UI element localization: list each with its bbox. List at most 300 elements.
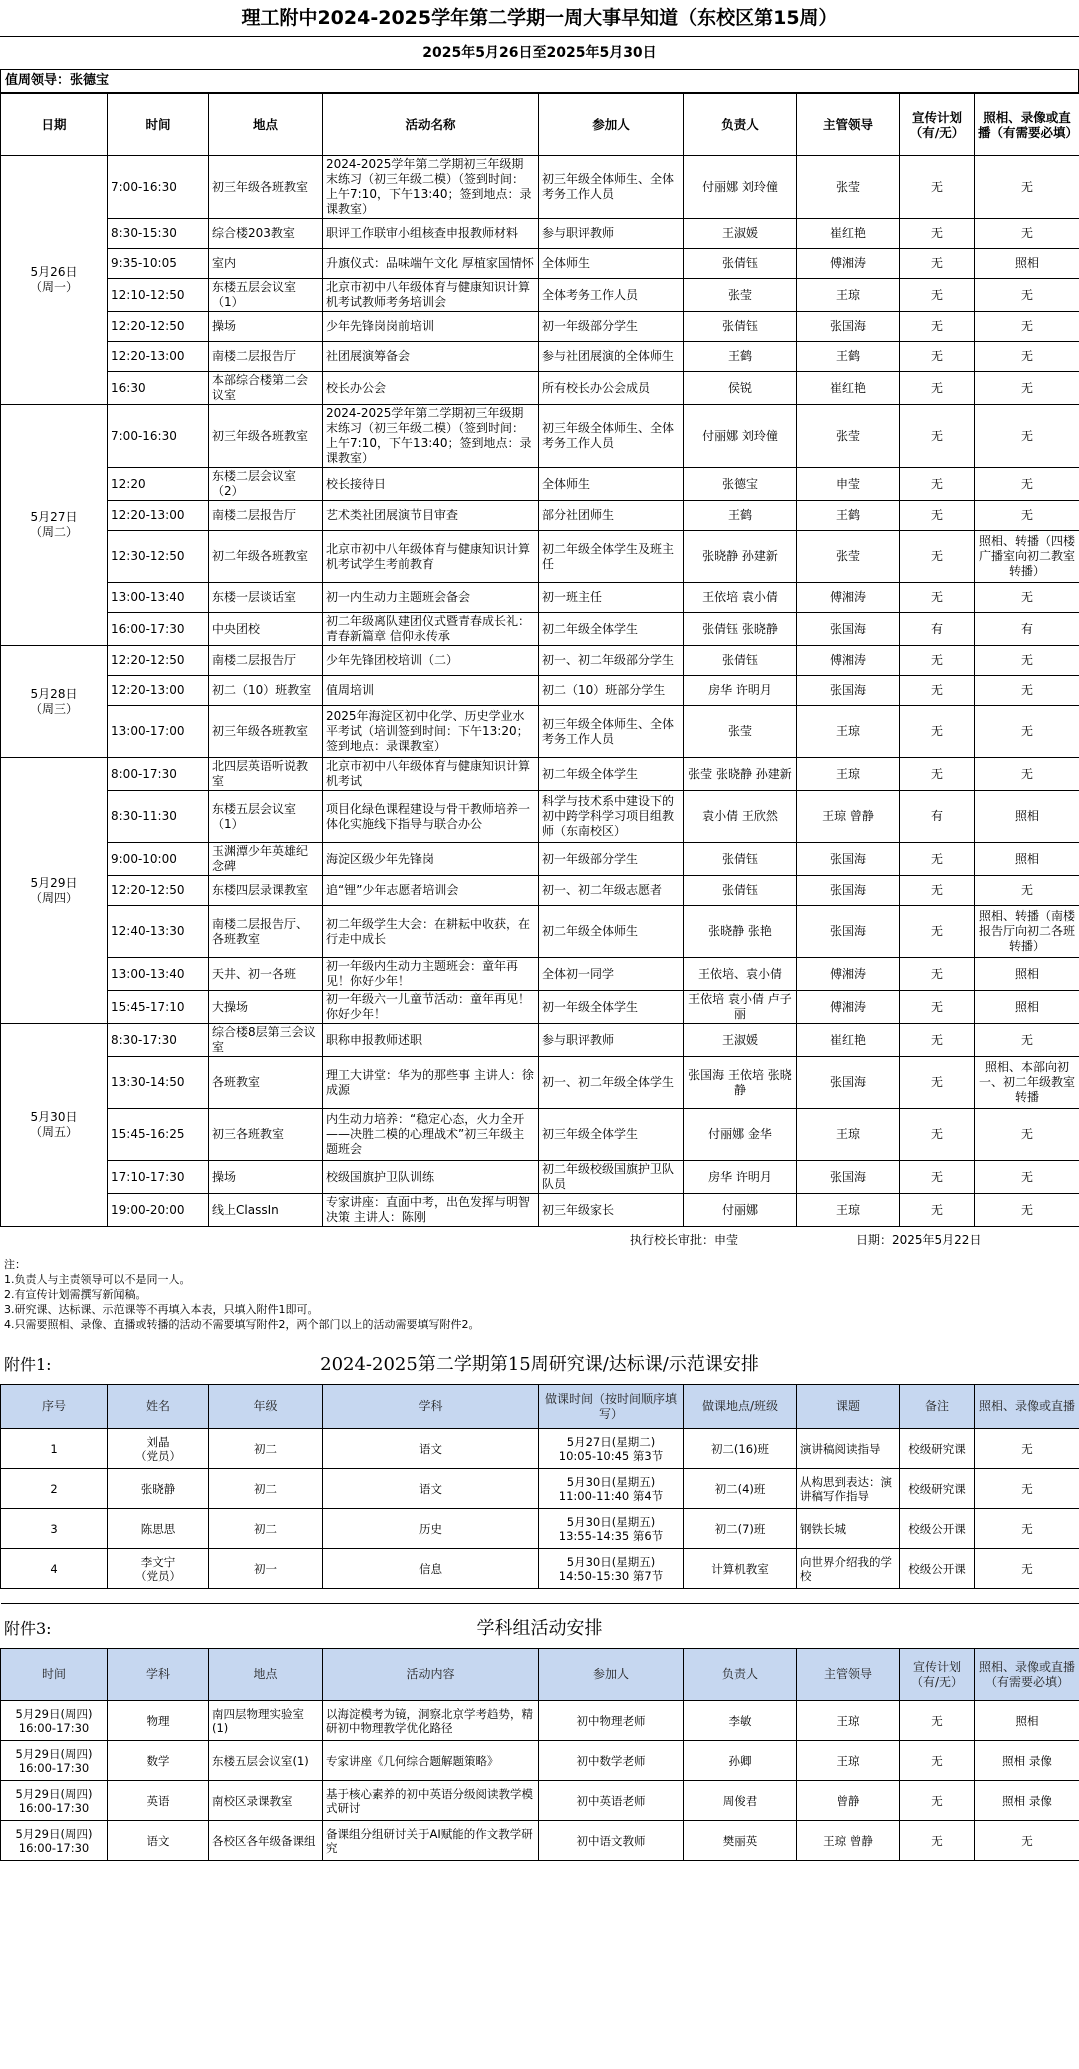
note-line: 3.研究课、达标课、示范课等不再填入本表，只填入附件1即可。 [4,1303,319,1316]
time-cell: 8:30-15:30 [108,219,209,249]
participants-cell: 初二年级全体学生 [539,613,684,646]
annex3-place-cell: 南四层物理实验室(1) [209,1701,323,1741]
place-cell: 综合楼8层第三会议室 [209,1024,323,1057]
schedule-header-row [1,94,1079,156]
annex3-subject-cell: 物理 [108,1701,209,1741]
leader-cell: 张莹 [797,531,900,583]
duty-leader: 值周领导：张德宝 [0,70,1079,93]
photo-cell: 无 [975,279,1079,312]
leader-cell: 张国海 [797,613,900,646]
leader-cell: 张莹 [797,405,900,468]
publicity-cell: 无 [900,646,975,676]
annex1-subject-cell: 语文 [323,1429,539,1469]
annex1-topic-cell: 从构思到表达：演讲稿写作指导 [797,1469,900,1509]
activity-cell: 校长办公会 [323,372,539,405]
publicity-cell: 无 [900,156,975,219]
annex3-header-row [1,1649,1079,1701]
annex1-col: 备注 [900,1385,975,1429]
time-cell: 8:30-17:30 [108,1024,209,1057]
place-cell: 初三各班教室 [209,1109,323,1161]
activity-cell: 项目化绿色课程建设与骨干教师培养一体化实施线下指导与联合办公 [323,791,539,843]
time-cell: 12:30-12:50 [108,531,209,583]
annex1-subject-cell: 信息 [323,1549,539,1589]
photo-cell: 无 [975,758,1079,791]
col-time: 时间 [108,94,209,156]
annex1-no-cell: 2 [1,1469,108,1509]
activity-cell: 社团展演筹备会 [323,342,539,372]
activity-cell: 初一年级六一儿童节活动：童年再见！你好少年！ [323,991,539,1024]
participants-cell: 初二年级全体学生 [539,758,684,791]
annex3-col: 时间 [1,1649,108,1701]
owner-cell: 付丽娜 [684,1194,797,1227]
leader-cell: 张莹 [797,156,900,219]
time-cell: 13:30-14:50 [108,1057,209,1109]
annex1-grade-cell: 初一 [209,1549,323,1589]
annex1-heading [0,1340,1079,1384]
annex3-leader-cell: 曾静 [797,1781,900,1821]
photo-cell: 有 [975,613,1079,646]
place-cell: 综合楼203教室 [209,219,323,249]
annex3-time-cell: 5月29日(周四) 16:00-17:30 [1,1781,108,1821]
annex3-participants-cell: 初中语文教师 [539,1821,684,1861]
table-row [1,1741,1079,1781]
schedule-table [0,93,1079,1227]
activity-cell: 北京市初中八年级体育与健康知识计算机考试学生考前教育 [323,531,539,583]
annex1-name-cell: 张晓静 [108,1469,209,1509]
activity-cell: 内生动力培养：“稳定心态，火力全开——决胜二模的心理战术”初三年级主题班会 [323,1109,539,1161]
annex3-subject-cell: 数学 [108,1741,209,1781]
table-row [1,876,1079,906]
leader-cell: 傅湘涛 [797,958,900,991]
place-cell: 南楼二层报告厅、各班教室 [209,906,323,958]
participants-cell: 初一、初二年级部分学生 [539,646,684,676]
annex3-title: 学科组活动安排 [476,1618,603,1639]
activity-cell: 2025年海淀区初中化学、历史学业水平考试（培训签到时间：下午13:20；签到地点：录课教室） [323,706,539,758]
table-row [1,342,1079,372]
annex1-subject-cell: 语文 [323,1469,539,1509]
participants-cell: 参与社团展演的全体师生 [539,342,684,372]
annex3-photo-cell: 照相 录像 [975,1741,1079,1781]
place-cell: 操场 [209,312,323,342]
annex1-time-cell: 5月27日(星期二) 10:05-10:45 第3节 [539,1429,684,1469]
col-activity: 活动名称 [323,94,539,156]
activity-cell: 北京市初中八年级体育与健康知识计算机考试 [323,758,539,791]
annex1-title: 2024-2025第二学期第15周研究课/达标课/示范课安排 [320,1354,759,1375]
annex3-participants-cell: 初中数学老师 [539,1741,684,1781]
annex3-photo-cell: 照相 [975,1701,1079,1741]
leader-cell: 张国海 [797,676,900,706]
annex3-owner-cell: 周俊君 [684,1781,797,1821]
annex1-time-cell: 5月30日(星期五) 13:55-14:35 第6节 [539,1509,684,1549]
annex3-content-cell: 专家讲座《几何综合题解题策略》 [323,1741,539,1781]
annex1-no-cell: 1 [1,1429,108,1469]
annex1-table [0,1384,1079,1604]
col-leader: 主管领导 [797,94,900,156]
table-row [1,312,1079,342]
notes [0,1253,1079,1340]
annex1-note-cell: 校级研究课 [900,1469,975,1509]
date-text: 5月30日 [30,1110,78,1124]
place-cell: 天井、初一各班 [209,958,323,991]
photo-cell: 无 [975,1161,1079,1194]
spacer-cell [900,1589,975,1604]
participants-cell: 初一年级部分学生 [539,843,684,876]
owner-cell: 王鹤 [684,501,797,531]
time-cell: 19:00-20:00 [108,1194,209,1227]
photo-cell: 无 [975,156,1079,219]
owner-cell: 张国海 王依培 张晓静 [684,1057,797,1109]
publicity-cell: 无 [900,676,975,706]
annex3-time-cell: 5月29日(周四) 16:00-17:30 [1,1701,108,1741]
photo-cell: 无 [975,1109,1079,1161]
spacer-cell [684,1589,797,1604]
owner-cell: 张倩钰 张晓静 [684,613,797,646]
annex1-col: 序号 [1,1385,108,1429]
place-cell: 东楼一层谈话室 [209,583,323,613]
participants-cell: 全体考务工作人员 [539,279,684,312]
annex1-no-cell: 3 [1,1509,108,1549]
leader-cell: 王鹤 [797,501,900,531]
photo-cell: 照相 [975,843,1079,876]
time-cell: 16:30 [108,372,209,405]
activity-cell: 艺术类社团展演节目审查 [323,501,539,531]
time-cell: 12:40-13:30 [108,906,209,958]
leader-cell: 王琼 [797,1109,900,1161]
annex1-note-cell: 校级公开课 [900,1549,975,1589]
activity-cell: 初一年级内生动力主题班会：童年再见！你好少年！ [323,958,539,991]
table-row [1,613,1079,646]
annex3-content-cell: 备课组分组研讨关于AI赋能的作文教学研究 [323,1821,539,1861]
photo-cell: 照相 [975,958,1079,991]
place-cell: 初二（10）班教室 [209,676,323,706]
table-row [1,706,1079,758]
table-row [1,1701,1079,1741]
annex3-leader-cell: 王琼 [797,1741,900,1781]
leader-cell: 崔红艳 [797,219,900,249]
table-row [1,1821,1079,1861]
annex1-col: 姓名 [108,1385,209,1429]
place-cell: 南楼二层报告厅 [209,501,323,531]
date-cell [1,758,108,1024]
publicity-cell: 无 [900,219,975,249]
annex1-col: 照相、录像或直播 [975,1385,1079,1429]
place-cell: 大操场 [209,991,323,1024]
activity-cell: 校长接待日 [323,468,539,501]
participants-cell: 初二年级校级国旗护卫队队员 [539,1161,684,1194]
owner-cell: 张德宝 [684,468,797,501]
time-cell: 12:20-13:00 [108,501,209,531]
activity-cell: 海淀区级少年先锋岗 [323,843,539,876]
weekday-text: （周三） [29,701,78,716]
leader-cell: 张国海 [797,312,900,342]
publicity-cell: 无 [900,279,975,312]
annex1-grade-cell: 初二 [209,1509,323,1549]
publicity-cell: 无 [900,405,975,468]
table-row [1,156,1079,219]
photo-cell: 无 [975,372,1079,405]
owner-cell: 王淑媛 [684,1024,797,1057]
place-cell: 初三年级各班教室 [209,405,323,468]
leader-cell: 王琼 [797,758,900,791]
publicity-cell: 无 [900,501,975,531]
place-cell: 南楼二层报告厅 [209,646,323,676]
publicity-cell: 无 [900,1109,975,1161]
time-cell: 12:20-12:50 [108,876,209,906]
date-text: 5月27日 [30,510,78,524]
time-cell: 7:00-16:30 [108,405,209,468]
participants-cell: 全体初一同学 [539,958,684,991]
table-row [1,405,1079,468]
photo-cell: 无 [975,876,1079,906]
annex1-place-cell: 计算机教室 [684,1549,797,1589]
activity-cell: 职称申报教师述职 [323,1024,539,1057]
photo-cell: 无 [975,312,1079,342]
weekday-text: （周五） [29,1125,78,1139]
annex1-col: 年级 [209,1385,323,1429]
participants-cell: 初二年级全体学生及班主任 [539,531,684,583]
publicity-cell: 无 [900,843,975,876]
place-cell: 东楼五层会议室（1） [209,279,323,312]
time-cell: 13:00-13:40 [108,583,209,613]
date-cell [1,156,108,405]
annex3-content-cell: 基于核心素养的初中英语分级阅读教学模式研讨 [323,1781,539,1821]
annex1-name-cell: 刘晶 （党员） [108,1429,209,1469]
owner-cell: 房华 许明月 [684,676,797,706]
table-row [1,906,1079,958]
table-row [1,1161,1079,1194]
photo-cell: 无 [975,501,1079,531]
publicity-cell: 有 [900,791,975,843]
publicity-cell: 无 [900,249,975,279]
owner-cell: 张莹 [684,706,797,758]
annex3-photo-cell: 无 [975,1821,1079,1861]
owner-cell: 付丽娜 刘玲僮 [684,405,797,468]
publicity-cell: 无 [900,468,975,501]
participants-cell: 初三年级全体师生、全体考务工作人员 [539,706,684,758]
annex3-owner-cell: 樊丽英 [684,1821,797,1861]
place-cell: 本部综合楼第二会议室 [209,372,323,405]
place-cell: 线上ClassIn [209,1194,323,1227]
time-cell: 12:20-13:00 [108,342,209,372]
leader-cell: 王琼 [797,706,900,758]
col-owner: 负责人 [684,94,797,156]
leader-cell: 张国海 [797,906,900,958]
table-row [1,501,1079,531]
annex3-participants-cell: 初中英语老师 [539,1781,684,1821]
leader-cell: 傅湘涛 [797,646,900,676]
time-cell: 12:10-12:50 [108,279,209,312]
table-row [1,676,1079,706]
publicity-cell: 无 [900,1194,975,1227]
date-cell [1,1024,108,1227]
table-row [1,1469,1079,1509]
annex3-subject-cell: 语文 [108,1821,209,1861]
place-cell: 初二年级各班教室 [209,531,323,583]
annex1-name-cell: 陈思思 [108,1509,209,1549]
activity-cell: 北京市初中八年级体育与健康知识计算机考试教师考务培训会 [323,279,539,312]
col-date: 日期 [1,94,108,156]
time-cell: 16:00-17:30 [108,613,209,646]
annex3-place-cell: 东楼五层会议室(1) [209,1741,323,1781]
activity-cell: 追“锂”少年志愿者培训会 [323,876,539,906]
annex3-col: 活动内容 [323,1649,539,1701]
publicity-cell: 无 [900,876,975,906]
leader-cell: 傅湘涛 [797,583,900,613]
place-cell: 北四层英语听说教室 [209,758,323,791]
annex3-place-cell: 南校区录课教室 [209,1781,323,1821]
activity-cell: 2024-2025学年第二学期初三年级期末练习（初三年级二模）（签到时间：上午7:10，下午13:40；签到地点：录课教室） [323,156,539,219]
participants-cell: 初一年级全体学生 [539,991,684,1024]
table-row [1,1194,1079,1227]
annex1-subject-cell: 历史 [323,1509,539,1549]
table-row [1,646,1079,676]
participants-cell: 初一班主任 [539,583,684,613]
col-place: 地点 [209,94,323,156]
publicity-cell: 有 [900,613,975,646]
leader-cell: 崔红艳 [797,1024,900,1057]
place-cell: 东楼二层会议室（2） [209,468,323,501]
activity-cell: 初二年级学生大会：在耕耘中收获，在行走中成长 [323,906,539,958]
annex3-col: 宣传计划（有/无） [900,1649,975,1701]
activity-cell: 升旗仪式：品味端午文化 厚植家国情怀 [323,249,539,279]
time-cell: 13:00-17:00 [108,706,209,758]
publicity-cell: 无 [900,372,975,405]
date-cell [1,405,108,646]
owner-cell: 房华 许明月 [684,1161,797,1194]
annex3-col: 照相、录像或直播（有需要必填） [975,1649,1079,1701]
table-row [1,1429,1079,1469]
annex1-grade-cell: 初二 [209,1429,323,1469]
owner-cell: 张倩钰 [684,646,797,676]
time-cell: 13:00-13:40 [108,958,209,991]
place-cell: 东楼五层会议室（1） [209,791,323,843]
annex1-place-cell: 初二(16)班 [684,1429,797,1469]
owner-cell: 张倩钰 [684,312,797,342]
date-range: 2025年5月26日至2025年5月30日 [0,37,1079,70]
note-line: 1.负责人与主责领导可以不是同一人。 [4,1273,191,1286]
weekday-text: （周二） [29,525,78,539]
annex3-time-cell: 5月29日(周四) 16:00-17:30 [1,1821,108,1861]
table-row [1,791,1079,843]
activity-cell: 专家讲座：直面中考，出色发挥与明智决策 主讲人：陈刚 [323,1194,539,1227]
owner-cell: 付丽娜 金华 [684,1109,797,1161]
table-row [1,372,1079,405]
note-line: 注： [4,1258,26,1271]
owner-cell: 王依培 袁小倩 [684,583,797,613]
photo-cell: 无 [975,583,1079,613]
spacer-row [1,1589,1079,1604]
approval-date: 日期：2025年5月22日 [856,1233,982,1247]
annex3-owner-cell: 李敏 [684,1701,797,1741]
photo-cell: 无 [975,405,1079,468]
col-participants: 参加人 [539,94,684,156]
participants-cell: 初一、初二年级志愿者 [539,876,684,906]
owner-cell: 张晓静 张艳 [684,906,797,958]
annex3-heading [0,1604,1079,1648]
photo-cell: 无 [975,706,1079,758]
photo-cell: 无 [975,1024,1079,1057]
annex1-col: 学科 [323,1385,539,1429]
activity-cell: 理工大讲堂：华为的那些事 主讲人：徐成源 [323,1057,539,1109]
annex1-photo-cell: 无 [975,1469,1079,1509]
annex3-col: 学科 [108,1649,209,1701]
owner-cell: 张倩钰 [684,249,797,279]
annex3-publicity-cell: 无 [900,1781,975,1821]
table-row [1,1549,1079,1589]
activity-cell: 少年先锋团校培训（二） [323,646,539,676]
participants-cell: 初三年级家长 [539,1194,684,1227]
note-line: 2.有宣传计划需撰写新闻稿。 [4,1288,147,1301]
publicity-cell: 无 [900,706,975,758]
table-row [1,1057,1079,1109]
table-row [1,531,1079,583]
time-cell: 9:35-10:05 [108,249,209,279]
annex1-time-cell: 5月30日(星期五) 11:00-11:40 第4节 [539,1469,684,1509]
place-cell: 玉渊潭少年英雄纪念碑 [209,843,323,876]
time-cell: 12:20-12:50 [108,646,209,676]
leader-cell: 傅湘涛 [797,249,900,279]
publicity-cell: 无 [900,958,975,991]
leader-cell: 张国海 [797,876,900,906]
col-photo: 照相、录像或直播（有需要必填） [975,94,1079,156]
photo-cell: 无 [975,646,1079,676]
publicity-cell: 无 [900,906,975,958]
annex3-body [1,1701,1079,1861]
annex1-place-cell: 初二(4)班 [684,1469,797,1509]
place-cell: 各班教室 [209,1057,323,1109]
date-text: 5月26日 [30,265,78,279]
spacer-cell [108,1589,209,1604]
participants-cell: 初一、初二年级全体学生 [539,1057,684,1109]
annex1-header-row [1,1385,1079,1429]
time-cell: 12:20-12:50 [108,312,209,342]
participants-cell: 全体师生 [539,468,684,501]
owner-cell: 张莹 [684,279,797,312]
leader-cell: 张国海 [797,843,900,876]
participants-cell: 所有校长办公会成员 [539,372,684,405]
owner-cell: 王依培、袁小倩 [684,958,797,991]
activity-cell: 校级国旗护卫队训练 [323,1161,539,1194]
place-cell: 中央团校 [209,613,323,646]
annex1-topic-cell: 演讲稿阅读指导 [797,1429,900,1469]
leader-cell: 张国海 [797,1057,900,1109]
owner-cell: 王淑媛 [684,219,797,249]
photo-cell: 无 [975,342,1079,372]
date-text: 5月29日 [30,875,78,890]
activity-cell: 初一内生动力主题班会备会 [323,583,539,613]
photo-cell: 无 [975,676,1079,706]
participants-cell: 全体师生 [539,249,684,279]
annex1-photo-cell: 无 [975,1429,1079,1469]
table-row [1,991,1079,1024]
annex1-note-cell: 校级公开课 [900,1509,975,1549]
spacer-cell [539,1589,684,1604]
table-row [1,249,1079,279]
photo-cell: 无 [975,219,1079,249]
annex3-col: 主管领导 [797,1649,900,1701]
table-row [1,279,1079,312]
time-cell: 8:00-17:30 [108,758,209,791]
participants-cell: 科学与技术系中建设下的初中跨学科学习项目组教师（东南校区） [539,791,684,843]
annex3-publicity-cell: 无 [900,1821,975,1861]
activity-cell: 少年先锋岗岗前培训 [323,312,539,342]
schedule-body [1,156,1079,1227]
table-row [1,843,1079,876]
annex3-label: 附件3: [4,1619,52,1638]
participants-cell: 初三年级全体师生、全体考务工作人员 [539,405,684,468]
photo-cell: 照相、转播（南楼报告厅向初二各班转播） [975,906,1079,958]
spacer-cell [323,1589,539,1604]
